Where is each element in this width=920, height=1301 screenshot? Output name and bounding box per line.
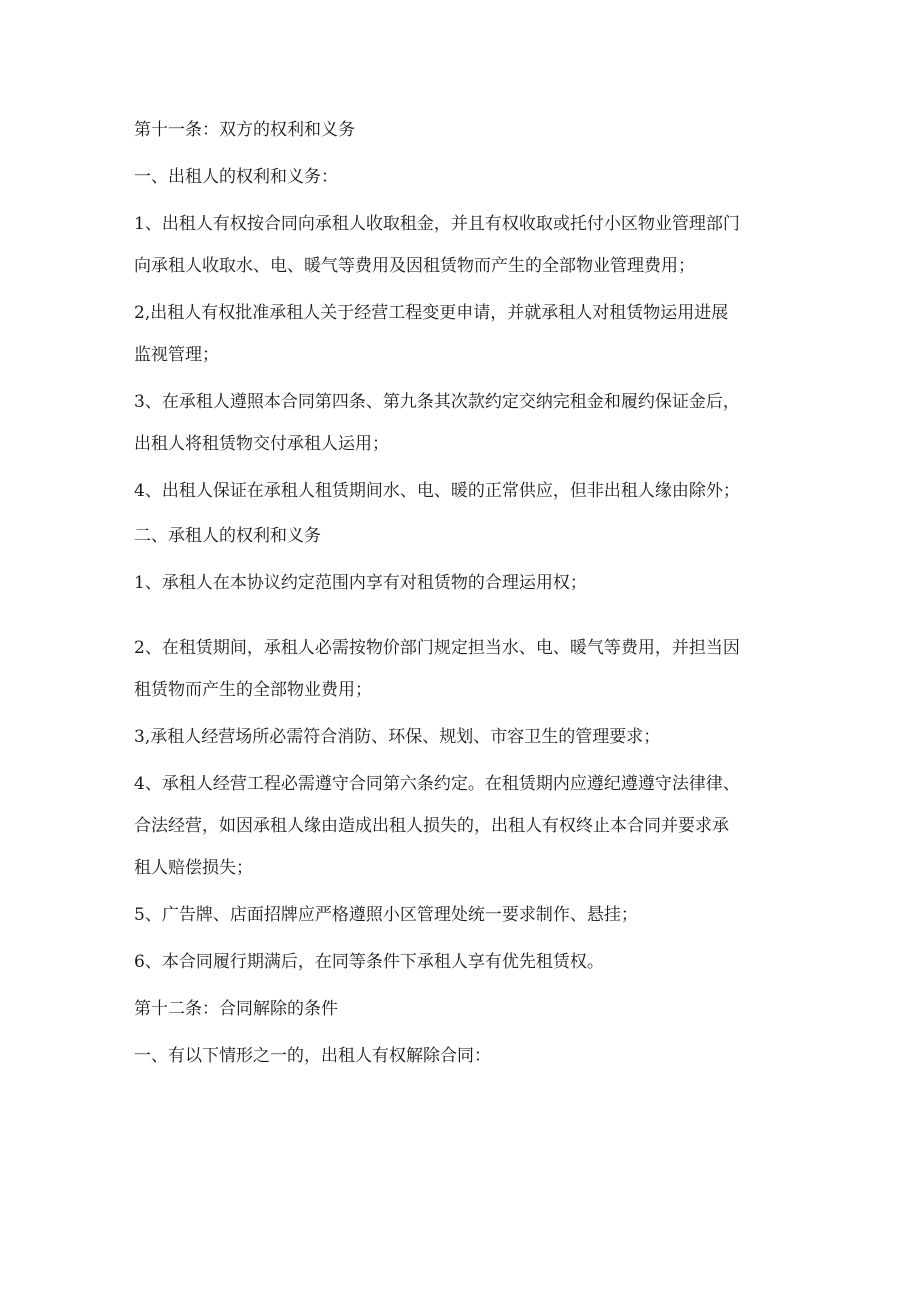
section-1-item-3-line-2: 出租人将租赁物交付承租人运用； [134,434,389,454]
document-body [134,116,794,1070]
section-2-item-2-line-2: 租赁物而产生的全部物业费用； [134,680,372,700]
section-1-item-1-line-2: 向承租人收取水、电、暖气等费用及因租赁物而产生的全部物业管理费用； [134,256,695,276]
section-2-item-5: 5、广告牌、店面招牌应严格遵照小区管理处统一要求制作、悬挂； [134,905,638,925]
section-1-item-1-line-1: 1、出租人有权按合同向承租人收取租金，并且有权收取或托付小区物业管理部门 [134,214,740,234]
section-3-heading: 一、有以下情形之一的，出租人有权解除合同： [134,1046,491,1066]
article-12-heading: 第十二条：合同解除的条件 [134,999,338,1019]
section-2-item-4-line-1: 4、承租人经营工程必需遵守合同第六条约定。在租赁期内应遵纪遵遵守法律律、 [134,774,740,794]
section-1-item-3 [134,388,794,458]
section-2-item-4-line-2: 合法经营，如因承租人缘由造成出租人损失的，出租人有权终止本合同并要求承 [134,816,729,836]
section-2-item-2-line-1: 2、在租赁期间，承租人必需按物价部门规定担当水、电、暖气等费用，并担当因 [134,638,740,658]
section-2-item-4-line-3: 租人赔偿损失； [134,858,253,878]
section-2-item-6: 6、本合同履行期满后，在同等条件下承租人享有优先租赁权。 [134,952,604,972]
section-2-item-1: 1、承租人在本协议约定范围内享有对租赁物的合理运用权； [134,573,587,593]
article-11-heading: 第十一条：双方的权利和义务 [134,120,355,140]
section-1-item-2-line-1: 2,出租人有权批准承租人关于经营工程变更申请，并就承租人对租赁物运用进展 [134,303,729,323]
section-2-item-2 [134,634,794,704]
section-1-item-2-line-2: 监视管理； [134,345,219,365]
section-2-heading: 二、承租人的权利和义务 [134,526,321,546]
section-1-item-1 [134,210,794,280]
section-1-heading: 一、出租人的权利和义务： [134,167,338,187]
section-2-item-3: 3,承租人经营场所必需符合消防、环保、规划、市容卫生的管理要求； [134,727,661,747]
section-1-item-2 [134,299,794,369]
section-1-item-3-line-1: 3、在承租人遵照本合同第四条、第九条其次款约定交纳完租金和履约保证金后， [134,392,740,412]
section-1-item-4: 4、出租人保证在承租人租赁期间水、电、暖的正常供应，但非出租人缘由除外； [134,481,740,501]
section-2-item-4 [134,770,794,882]
